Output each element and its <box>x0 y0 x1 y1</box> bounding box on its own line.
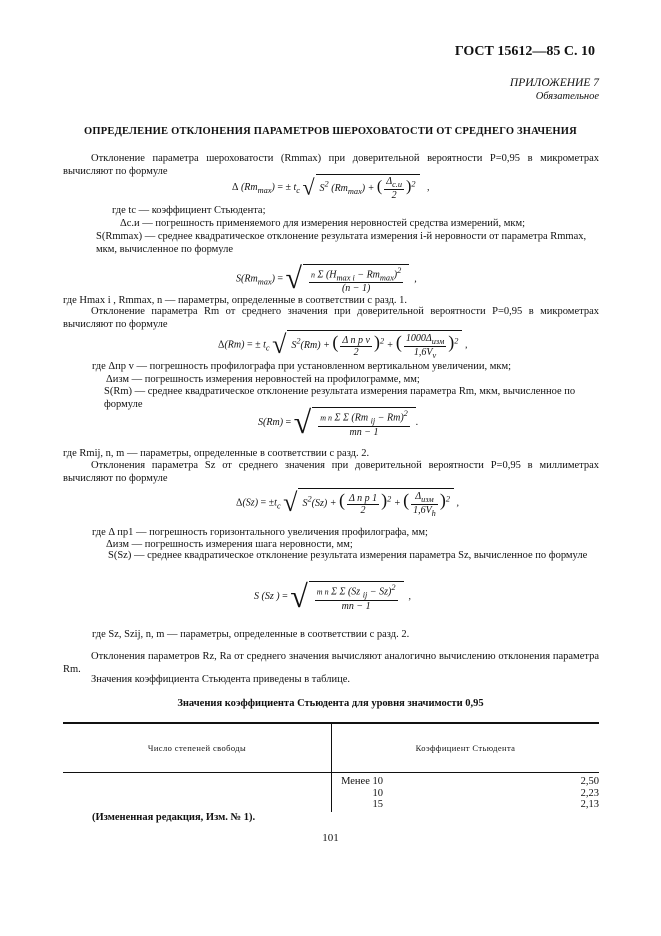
document-header: ГОСТ 15612—85 С. 10 <box>454 44 595 59</box>
table-cell: 15 <box>372 799 383 810</box>
formula-s-rm: S(Rm) = √ $\frac{m n \Sigma \Sigma (Rm _{ij} - Rm)^2}{mn - 1}$ . <box>258 404 419 440</box>
paragraph-rmmax-intro: Отклонение параметра шероховатости (Rmmax) при доверительной вероятности P=0,95 в микрометрах вычисляют по формуле <box>63 153 599 177</box>
definition-delta-si: Δс.и — погрешность применяемого для измерения неровностей средства измерений, мкм; <box>120 218 526 229</box>
paragraph-params-3: где Sz, Szij, n, m — параметры, определенные в соответствии с разд. 2. <box>92 629 410 640</box>
definition-s-rm: S(Rm) — среднее квадратическое отклонение результата измерения параметра Rm, мкм, вычисленное по формуле <box>104 386 576 410</box>
paragraph-rz-ra: Отклонения параметров Rz, Ra от среднего значения вычисляют аналогично вычислению отклонения параметра Rm. <box>63 651 599 675</box>
table-title: Значения коэффициента Стьюдента для уровня значимости 0,95 <box>177 698 484 709</box>
definition-delta-izm-1: Δизм — погрешность измерения неровностей на профилограмме, мм; <box>106 374 420 385</box>
definition-delta-izm-2: Δизм — погрешность измерения шага неровности, мм; <box>106 539 353 550</box>
formula-delta-rm: Δ(Rm) = ± $t_c$ √ $S^2(Rm)$ + ( $\frac{\text{Δ п р v}}{2}$ )$^2$ + ( $\frac{1000\Delta_{изм}}{1,6V_v}$ )$^2$ , <box>218 330 468 360</box>
formula-s-rmmax: $S(Rm_{max})$ = √ $\frac{n \Sigma (H_{max i} - Rm_{max})^2}{(n - 1)}$ , <box>236 262 417 295</box>
table-cell: 2,13 <box>580 799 599 810</box>
table-row <box>63 776 599 788</box>
paragraph-params-2: где Rmij, n, m — параметры, определенные в соответствии с разд. 2. <box>63 448 370 459</box>
formula-s-sz: S (Sz ) = √ $\frac{m n \Sigma \Sigma (Sz _{ij} - Sz)^2}{mn - 1}$ , <box>254 578 412 614</box>
paragraph-params-1: где Hmax i , Rmmax, n — параметры, определенные в соответствии с разд. 1. <box>63 295 408 306</box>
table-header-degrees: Число степеней свободы <box>147 743 247 753</box>
table-cell: 2,50 <box>580 776 599 787</box>
definition-delta-pr1: где Δ пр1 — погрешность горизонтального увеличения профилографа, мм; <box>92 527 428 538</box>
table-cell: 2,23 <box>580 787 599 799</box>
formula-delta-sz: $\Delta(Sz) = \pm t_c$ √ $S^2(Sz)$ + ( $\frac{\text{Δ п р 1}}{2}$ )$^2$ + ( $\frac{\Delta_{изм}}{1,6V_h}$ )$^2$ , <box>236 488 460 518</box>
page-number: 101 <box>322 832 339 844</box>
table-cell: 10 <box>372 787 383 799</box>
definition-s-sz: S(Sz) — среднее квадратическое отклонение результата измерения параметра Sz, вычисленное по формуле <box>108 550 588 561</box>
appendix-label: ПРИЛОЖЕНИЕ 7 <box>509 77 599 89</box>
appendix-status: Обязательное <box>535 91 599 102</box>
table-row <box>63 788 599 800</box>
definition-s-rmmax: S(Rmmax) — среднее квадратическое отклонение результата измерения i-й неровности от параметра Rmmax, мкм, вычисленное по формуле <box>96 231 587 255</box>
paragraph-sz-intro: Отклонения параметра Sz от среднего значения при доверительной вероятности P=0,95 в миллиметрах вычисляют по формуле <box>63 460 599 484</box>
definition-delta-prv: где Δпр v — погрешность профилографа при установленном вертикальном увеличении, мкм; <box>92 361 512 372</box>
table-cell: Менее 10 <box>341 776 383 787</box>
paragraph-rm-intro: Отклонение параметра Rm от среднего значения при доверительной вероятности P=0,95 в микрометрах вычисляют по формуле <box>63 306 599 330</box>
table-header-coefficient: Коэффициент Стьюдента <box>415 743 516 753</box>
table-row <box>63 799 599 811</box>
table-body <box>63 776 599 811</box>
section-title: ОПРЕДЕЛЕНИЕ ОТКЛОНЕНИЯ ПАРАМЕТРОВ ШЕРОХОВАТОСТИ ОТ СРЕДНЕГО ЗНАЧЕНИЯ <box>84 126 577 137</box>
paragraph-table-ref: Значения коэффициента Стьюдента приведены в таблице. <box>91 674 351 685</box>
appendix-block <box>510 76 599 104</box>
amendment-note: (Измененная редакция, Изм. № 1). <box>92 812 256 823</box>
formula-delta-rmmax: Δ $(Rm_{max})$ = ± $t_c$ √ $S^2$ $(Rm_{max})$ + ( $\frac{\Delta_{с.и}}{2}$ )$^2$ , <box>232 174 430 201</box>
definition-tc: где tc — коэффициент Стьюдента; <box>112 205 266 216</box>
